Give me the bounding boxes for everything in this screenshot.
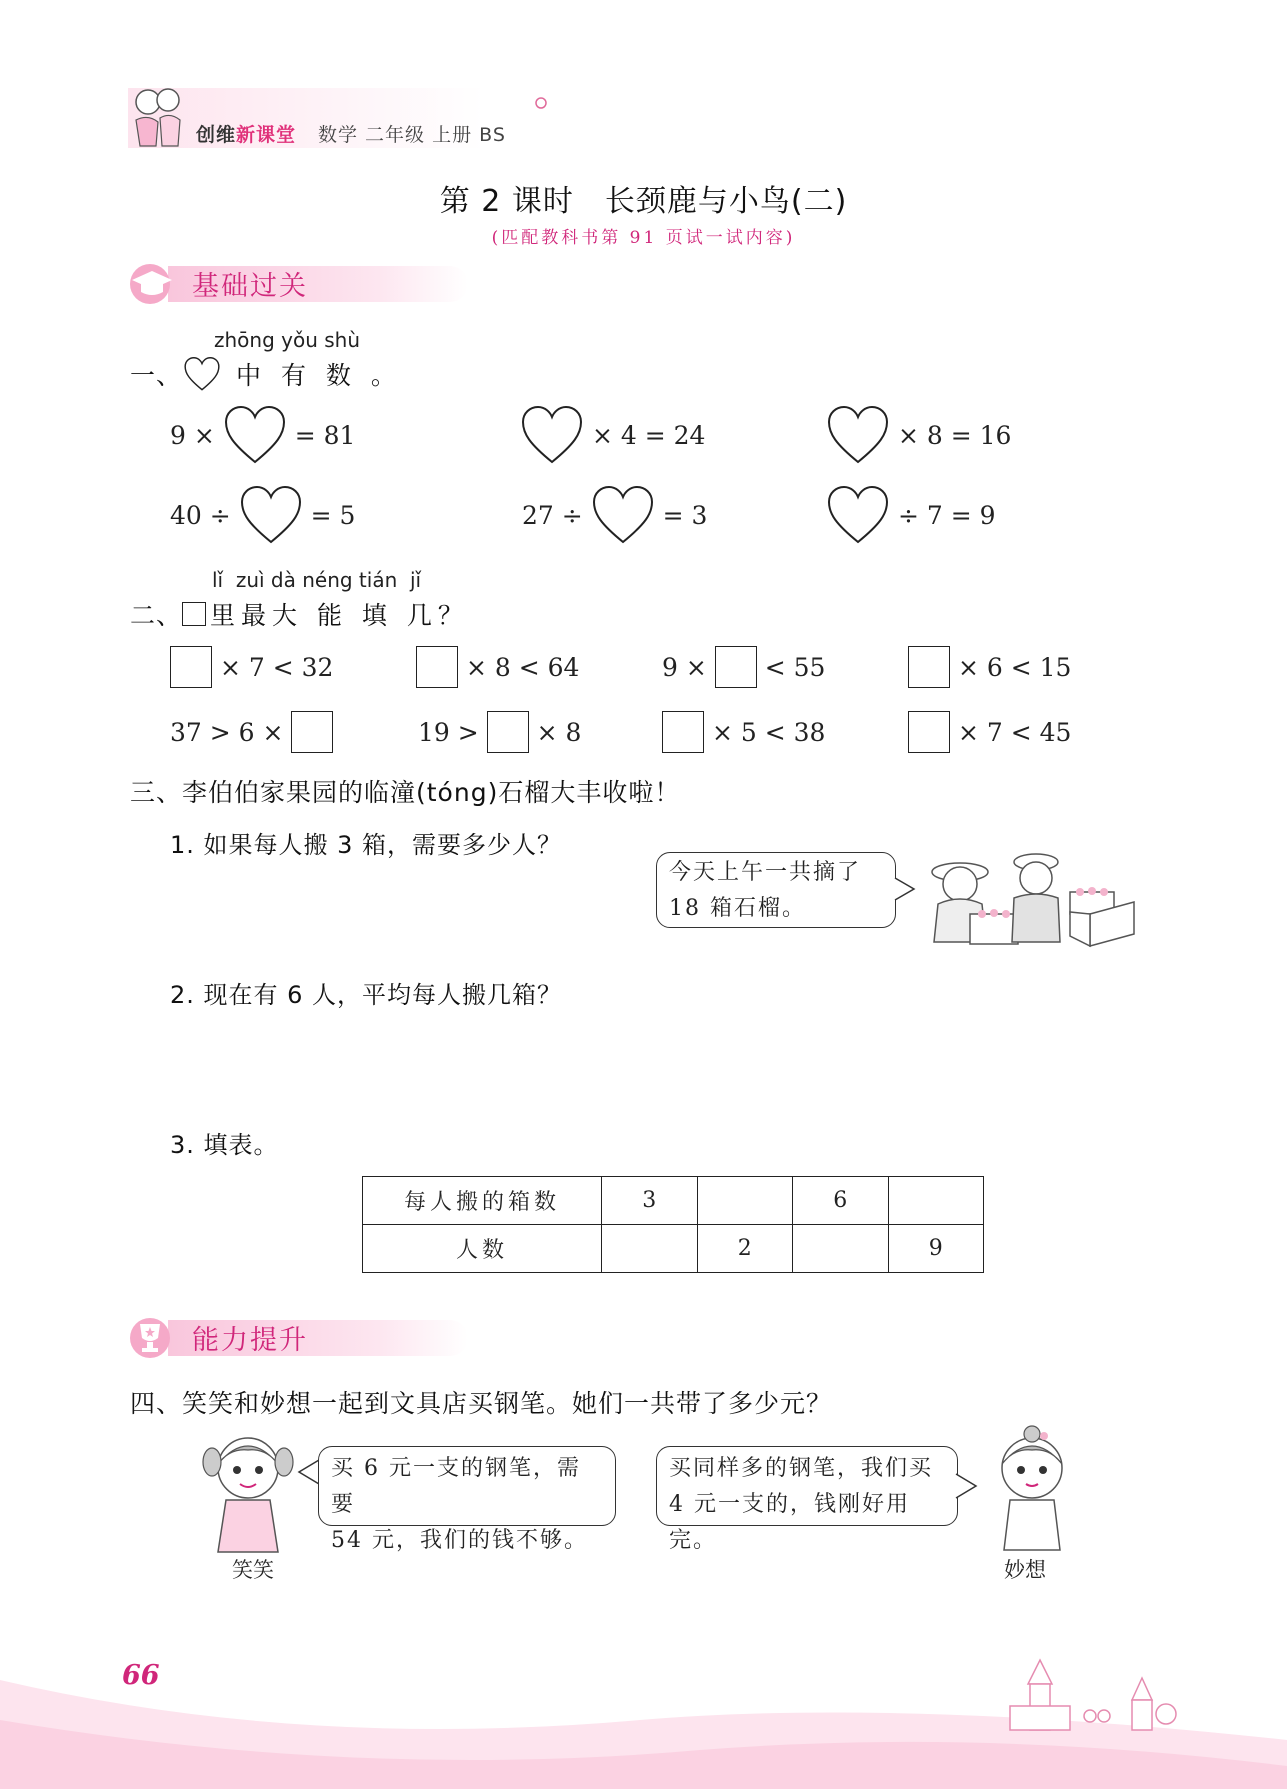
box-inequality: × 7 < 32 — [170, 646, 333, 688]
page-number: 66 — [122, 1660, 160, 1691]
answer-box[interactable] — [170, 646, 212, 688]
box-inequality: × 7 < 45 — [908, 711, 1071, 753]
answer-box[interactable] — [908, 646, 950, 688]
heart-answer-slot[interactable] — [520, 404, 584, 466]
table-cell: 6 — [793, 1177, 889, 1225]
table-cell[interactable] — [602, 1225, 698, 1273]
box-inequality: 37 > 6 × — [170, 711, 333, 753]
q3-sub1: 1. 如果每人搬 3 箱，需要多少人？ — [170, 831, 563, 859]
table-cell[interactable] — [888, 1177, 984, 1225]
name-xiaoxiao: 笑笑 — [232, 1558, 274, 1582]
q1-heading: 一、 中 有 数 。 — [130, 356, 402, 392]
flower-icon — [530, 92, 552, 114]
bubble-tail — [296, 1458, 320, 1486]
answer-box[interactable] — [291, 711, 333, 753]
table-cell[interactable] — [697, 1177, 793, 1225]
page-title: 第 2 课时 长颈鹿与小鸟(二) — [439, 184, 848, 219]
answer-box[interactable] — [715, 646, 757, 688]
fill-table — [362, 1176, 984, 1273]
box-inequality: × 8 < 64 — [416, 646, 579, 688]
heart-answer-slot[interactable] — [239, 484, 303, 546]
section-badge-advanced — [128, 1312, 488, 1358]
section-badge-basic — [128, 258, 488, 304]
heart-equation: 9 × = 81 — [170, 404, 355, 466]
q3-sub3: 3. 填表。 — [170, 1131, 279, 1159]
answer-box[interactable] — [908, 711, 950, 753]
trophy-icon — [128, 1314, 178, 1358]
table-row — [363, 1177, 984, 1225]
heart-equation: × 8 = 16 — [826, 404, 1011, 466]
brand-name: 创维新课堂 — [196, 124, 297, 146]
heart-answer-slot[interactable] — [826, 484, 890, 546]
heart-answer-slot[interactable] — [826, 404, 890, 466]
q1-pinyin: zhōng yǒu shù — [214, 328, 361, 352]
girl-xiaoxiao-illustration — [196, 1428, 300, 1558]
table-cell: 2 — [697, 1225, 793, 1273]
answer-box[interactable] — [662, 711, 704, 753]
farmers-with-boxes-illustration — [920, 842, 1142, 958]
girl-miaoxiang-illustration — [980, 1424, 1084, 1556]
bubble-tail — [955, 1472, 979, 1500]
q3-heading: 三、李伯伯家果园的临潼(tóng)石榴大丰收啦！ — [130, 778, 681, 807]
q4-heading: 四、笑笑和妙想一起到文具店买钢笔。她们一共带了多少元？ — [130, 1389, 833, 1418]
square-icon — [182, 602, 206, 626]
speech-bubble-miaoxiang: 买同样多的钢笔，我们买 4 元一支的，钱刚好用完。 — [656, 1446, 958, 1526]
heart-equation: 40 ÷ = 5 — [170, 484, 355, 546]
subject-info: 数学 二年级 上册 BS — [318, 124, 506, 146]
answer-box[interactable] — [416, 646, 458, 688]
table-cell: 3 — [602, 1177, 698, 1225]
q2-pinyin: lǐ zuì dà néng tián jǐ — [212, 568, 422, 592]
box-inequality: × 5 < 38 — [662, 711, 825, 753]
bubble-tail — [894, 876, 918, 902]
table-cell: 每人搬的箱数 — [363, 1177, 602, 1225]
table-cell: 9 — [888, 1225, 984, 1273]
heart-answer-slot[interactable] — [591, 484, 655, 546]
table-row — [363, 1225, 984, 1273]
graduation-cap-icon — [128, 260, 178, 304]
page-subtitle: (匹配教科书第 91 页试一试内容) — [491, 228, 796, 248]
heart-equation: ÷ 7 = 9 — [826, 484, 996, 546]
speech-bubble-farmer: 今天上午一共摘了 18 箱石榴。 — [656, 852, 896, 928]
name-miaoxiang: 妙想 — [1004, 1558, 1046, 1582]
heart-equation: × 4 = 24 — [520, 404, 705, 466]
cartoon-kids-logo — [126, 80, 188, 152]
heart-icon — [182, 356, 222, 392]
heart-equation: 27 ÷ = 3 — [522, 484, 707, 546]
castle-decoration — [960, 1650, 1180, 1740]
box-inequality: 9 × < 55 — [662, 646, 825, 688]
q3-sub2: 2. 现在有 6 人，平均每人搬几箱？ — [170, 981, 563, 1009]
box-inequality: × 6 < 15 — [908, 646, 1071, 688]
section-label: 基础过关 — [192, 271, 308, 302]
table-cell[interactable] — [793, 1225, 889, 1273]
heart-answer-slot[interactable] — [223, 404, 287, 466]
q2-heading: 二、 里最大 能 填 几？ — [130, 601, 469, 630]
section-label: 能力提升 — [192, 1325, 308, 1356]
speech-bubble-xiaoxiao: 买 6 元一支的钢笔，需要 54 元，我们的钱不够。 — [318, 1446, 616, 1526]
box-inequality: 19 > × 8 — [418, 711, 581, 753]
answer-box[interactable] — [487, 711, 529, 753]
table-cell: 人数 — [363, 1225, 602, 1273]
